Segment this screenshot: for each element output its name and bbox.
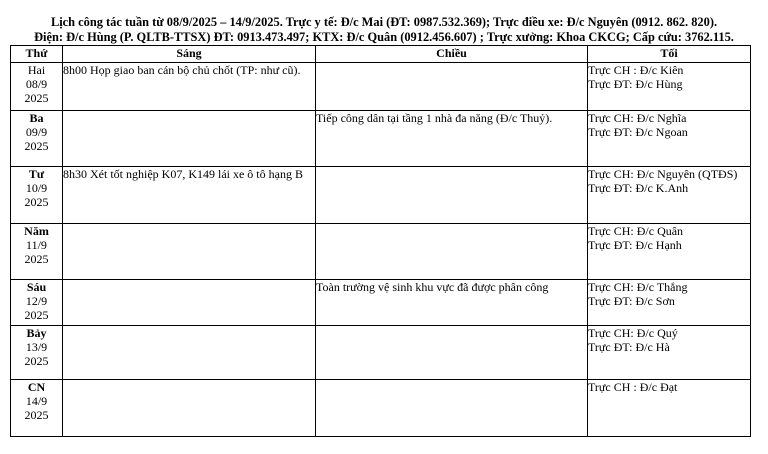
day-year: 2025: [24, 195, 49, 209]
day-year: 2025: [24, 354, 49, 368]
morning-cell: [63, 224, 316, 280]
table-row: [11, 63, 751, 111]
morning-cell: 8h00 Họp giao ban cán bộ chủ chốt (TP: như cũ).: [63, 63, 316, 111]
day-year: 2025: [24, 308, 49, 322]
duty-dt: Trực ĐT: Đ/c K.Anh: [588, 181, 689, 195]
evening-cell: [588, 167, 751, 224]
afternoon-cell: Toàn trường vệ sinh khu vực đã được phân công: [316, 280, 588, 326]
duty-ch: Trực CH: Đ/c Thắng: [588, 280, 688, 294]
evening-cell: [588, 224, 751, 280]
evening-cell: [588, 280, 751, 326]
evening-cell: [588, 63, 751, 111]
schedule-header: [0, 15, 768, 45]
day-name: Bảy: [26, 326, 47, 340]
duty-dt: Trực ĐT: Đ/c Hà: [588, 340, 670, 354]
day-year: 2025: [24, 252, 49, 266]
afternoon-cell: Tiếp công dân tại tầng 1 nhà đa năng (Đ/c Thuỷ).: [316, 111, 588, 167]
day-name: Tư: [28, 167, 45, 181]
afternoon-cell: [316, 326, 588, 380]
column-header-chieu: Chiều: [316, 46, 588, 63]
day-name: CN: [27, 380, 46, 394]
header-line-2: Điện: Đ/c Hùng (P. QLTB-TTSX) ĐT: 0913.473.497; KTX: Đ/c Quân (0912.456.607) ; Trực xưởng: Khoa CKCG; Cấp cứu: 3762.115.: [34, 30, 734, 44]
morning-cell: [63, 280, 316, 326]
day-date: 09/9: [25, 125, 48, 139]
morning-cell: 8h30 Xét tốt nghiệp K07, K149 lái xe ô tô hạng B: [63, 167, 316, 224]
column-header-thu: Thứ: [11, 46, 63, 63]
duty-ch: Trực CH: Đ/c Quân: [588, 224, 684, 238]
day-cell: [11, 280, 63, 326]
day-name: Năm: [24, 224, 49, 238]
day-date: 11/9: [26, 238, 47, 252]
morning-cell: [63, 111, 316, 167]
table-row: [11, 280, 751, 326]
duty-dt: Trực ĐT: Đ/c Ngoan: [588, 125, 688, 139]
afternoon-cell: [316, 380, 588, 437]
evening-cell: [588, 380, 751, 437]
duty-dt: Trực ĐT: Đ/c Hạnh: [588, 238, 682, 252]
duty-ch: Trực CH: Đ/c Nguyên (QTĐS): [588, 167, 738, 181]
day-name: Hai: [27, 63, 46, 77]
day-cell: [11, 380, 63, 437]
duty-ch: Trực CH: Đ/c Nghĩa: [588, 111, 687, 125]
table-row: [11, 326, 751, 380]
day-name: Sáu: [26, 280, 47, 294]
day-date: 14/9: [25, 394, 48, 408]
afternoon-cell: [316, 224, 588, 280]
day-cell: [11, 326, 63, 380]
day-cell: [11, 63, 63, 111]
day-date: 10/9: [25, 181, 48, 195]
column-header-toi: Tối: [588, 46, 751, 63]
day-date: 13/9: [25, 340, 48, 354]
duty-ch: Trực CH: Đ/c Quý: [588, 326, 678, 340]
morning-cell: [63, 326, 316, 380]
evening-cell: [588, 111, 751, 167]
evening-cell: [588, 326, 751, 380]
table-row: [11, 224, 751, 280]
day-date: 08/9: [25, 77, 48, 91]
afternoon-cell: [316, 167, 588, 224]
afternoon-cell: [316, 63, 588, 111]
duty-ch: Trực CH : Đ/c Đạt: [588, 380, 678, 394]
day-year: 2025: [24, 139, 49, 153]
duty-dt: Trực ĐT: Đ/c Sơn: [588, 294, 675, 308]
day-cell: [11, 111, 63, 167]
day-date: 12/9: [25, 294, 48, 308]
day-year: 2025: [24, 91, 49, 105]
day-cell: [11, 167, 63, 224]
header-line-1: Lịch công tác tuần từ 08/9/2025 – 14/9/2025. Trực y tế: Đ/c Mai (ĐT: 0987.532.369); Trực điều xe: Đ/c Nguyên (0912. 862. 820).: [50, 15, 718, 29]
weekly-schedule-table: [10, 45, 751, 437]
table-header-row: [11, 46, 751, 63]
morning-cell: [63, 380, 316, 437]
duty-ch: Trực CH : Đ/c Kiên: [588, 63, 684, 77]
day-year: 2025: [24, 408, 49, 422]
table-row: [11, 111, 751, 167]
table-row: [11, 380, 751, 437]
column-header-sang: Sáng: [63, 46, 316, 63]
day-cell: [11, 224, 63, 280]
day-name: Ba: [29, 111, 44, 125]
duty-dt: Trực ĐT: Đ/c Hùng: [588, 77, 683, 91]
table-row: [11, 167, 751, 224]
